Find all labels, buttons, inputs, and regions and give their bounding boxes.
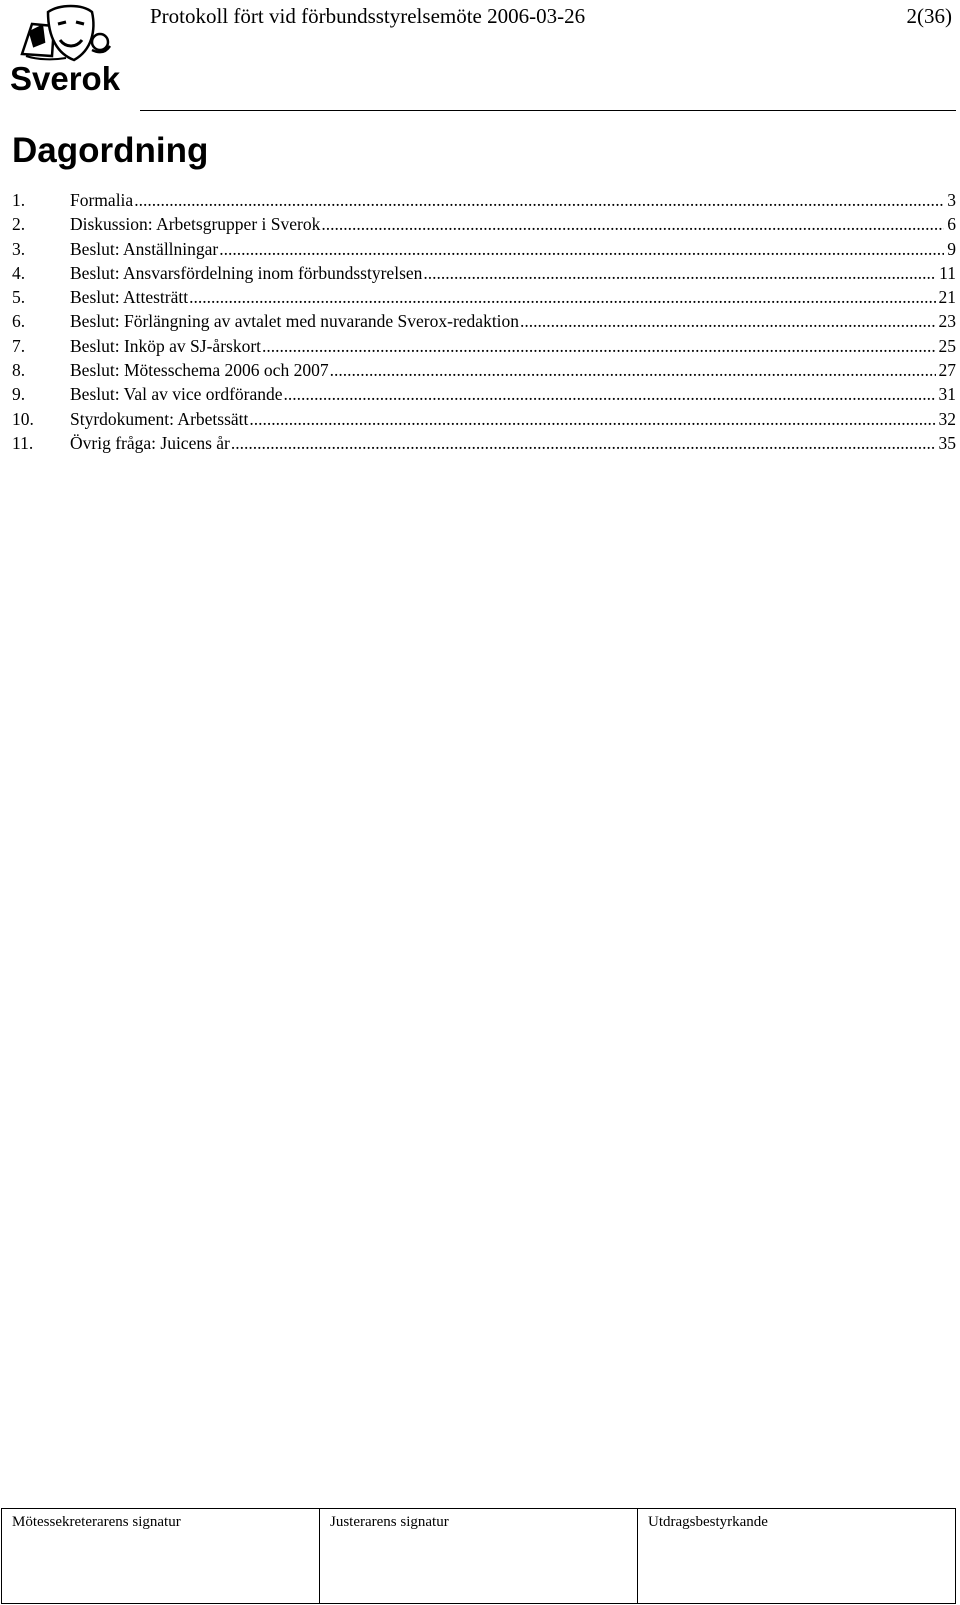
masks-icon (22, 6, 110, 60)
toc-entry[interactable] (12, 407, 956, 431)
toc-entry-title: Övrig fråga: Juicens år (70, 432, 230, 453)
header-divider (140, 110, 956, 111)
toc-dot-leader (423, 261, 936, 285)
toc-entry[interactable] (12, 382, 956, 406)
sverok-wordmark: Sverok (10, 60, 121, 97)
certification-signature-label: Utdragsbestyrkande (648, 1514, 768, 1530)
toc-entry-number: 11. (12, 432, 34, 453)
toc-entry-title: Styrdokument: Arbetssätt (70, 408, 249, 429)
adjuster-signature-label: Justerarens signatur (330, 1514, 449, 1530)
toc-dot-leader (134, 188, 944, 212)
page-indicator: 2(36) (906, 4, 952, 28)
toc-dot-leader (249, 407, 935, 431)
toc-dot-leader (520, 309, 935, 333)
toc-entry-title: Beslut: Anställningar (70, 238, 219, 259)
toc-entry[interactable] (12, 431, 956, 455)
toc-entry-number: 10. (12, 408, 34, 429)
toc-entry-page: 25 (938, 335, 956, 356)
toc-entry[interactable] (12, 212, 956, 236)
toc-entry-title: Beslut: Attesträtt (70, 287, 189, 308)
toc-entry[interactable] (12, 261, 956, 285)
toc-entry-number: 2. (12, 214, 26, 235)
toc-entry-number: 9. (12, 384, 26, 405)
toc-entry-number: 4. (12, 262, 26, 283)
secretary-signature-box (2, 1509, 320, 1604)
toc-entry-number: 6. (12, 311, 26, 332)
toc-entry[interactable] (12, 309, 956, 333)
toc-dot-leader (219, 237, 944, 261)
toc-dot-leader (189, 285, 935, 309)
toc-entry-page: 23 (938, 311, 956, 332)
toc-entry-number: 3. (12, 238, 26, 259)
toc-dot-leader (321, 212, 944, 236)
toc-entry-page: 11 (939, 262, 956, 283)
toc-entry[interactable] (12, 237, 956, 261)
toc-entry-title: Beslut: Mötesschema 2006 och 2007 (70, 360, 329, 381)
toc-dot-leader (330, 358, 936, 382)
toc-entry-page: 9 (947, 238, 956, 259)
document-title: Protokoll fört vid förbundsstyrelsemöte 2006-03-26 (150, 4, 586, 28)
toc-entry-page: 3 (947, 190, 956, 210)
toc-entry[interactable] (12, 285, 956, 309)
toc-entry-title: Beslut: Ansvarsfördelning inom förbundsstyrelsen (70, 262, 423, 283)
toc-entry-number: 7. (12, 335, 26, 356)
toc-dot-leader (284, 382, 936, 406)
signature-table (1, 1508, 956, 1604)
toc-entry[interactable] (12, 358, 956, 382)
toc-entry-page: 35 (938, 432, 956, 453)
toc-entry-title: Beslut: Förlängning av avtalet med nuvarande Sverox-redaktion (70, 311, 520, 332)
toc-entry-title: Beslut: Val av vice ordförande (70, 384, 283, 405)
toc-entry-page: 32 (938, 408, 956, 429)
toc-entry-page: 27 (938, 360, 956, 381)
toc-entry[interactable] (12, 188, 956, 212)
toc-entry-number: 1. (12, 190, 26, 210)
toc-entry-page: 31 (938, 384, 956, 405)
sverok-logo (8, 2, 138, 98)
toc-entry-title: Beslut: Inköp av SJ-årskort (70, 335, 262, 356)
table-of-contents (12, 188, 956, 455)
toc-entry-number: 5. (12, 287, 26, 308)
page-heading: Dagordning (12, 131, 209, 170)
toc-entry-number: 8. (12, 360, 26, 381)
toc-entry-title: Formalia (70, 190, 134, 210)
toc-dot-leader (262, 334, 935, 358)
toc-entry-page: 6 (947, 214, 956, 235)
certification-signature-box (638, 1509, 956, 1604)
toc-entry[interactable] (12, 334, 956, 358)
toc-entry-title: Diskussion: Arbetsgrupper i Sverok (70, 214, 321, 235)
adjuster-signature-box (320, 1509, 638, 1604)
toc-dot-leader (231, 431, 936, 455)
secretary-signature-label: Mötessekreterarens signatur (12, 1514, 181, 1530)
toc-entry-page: 21 (938, 287, 956, 308)
